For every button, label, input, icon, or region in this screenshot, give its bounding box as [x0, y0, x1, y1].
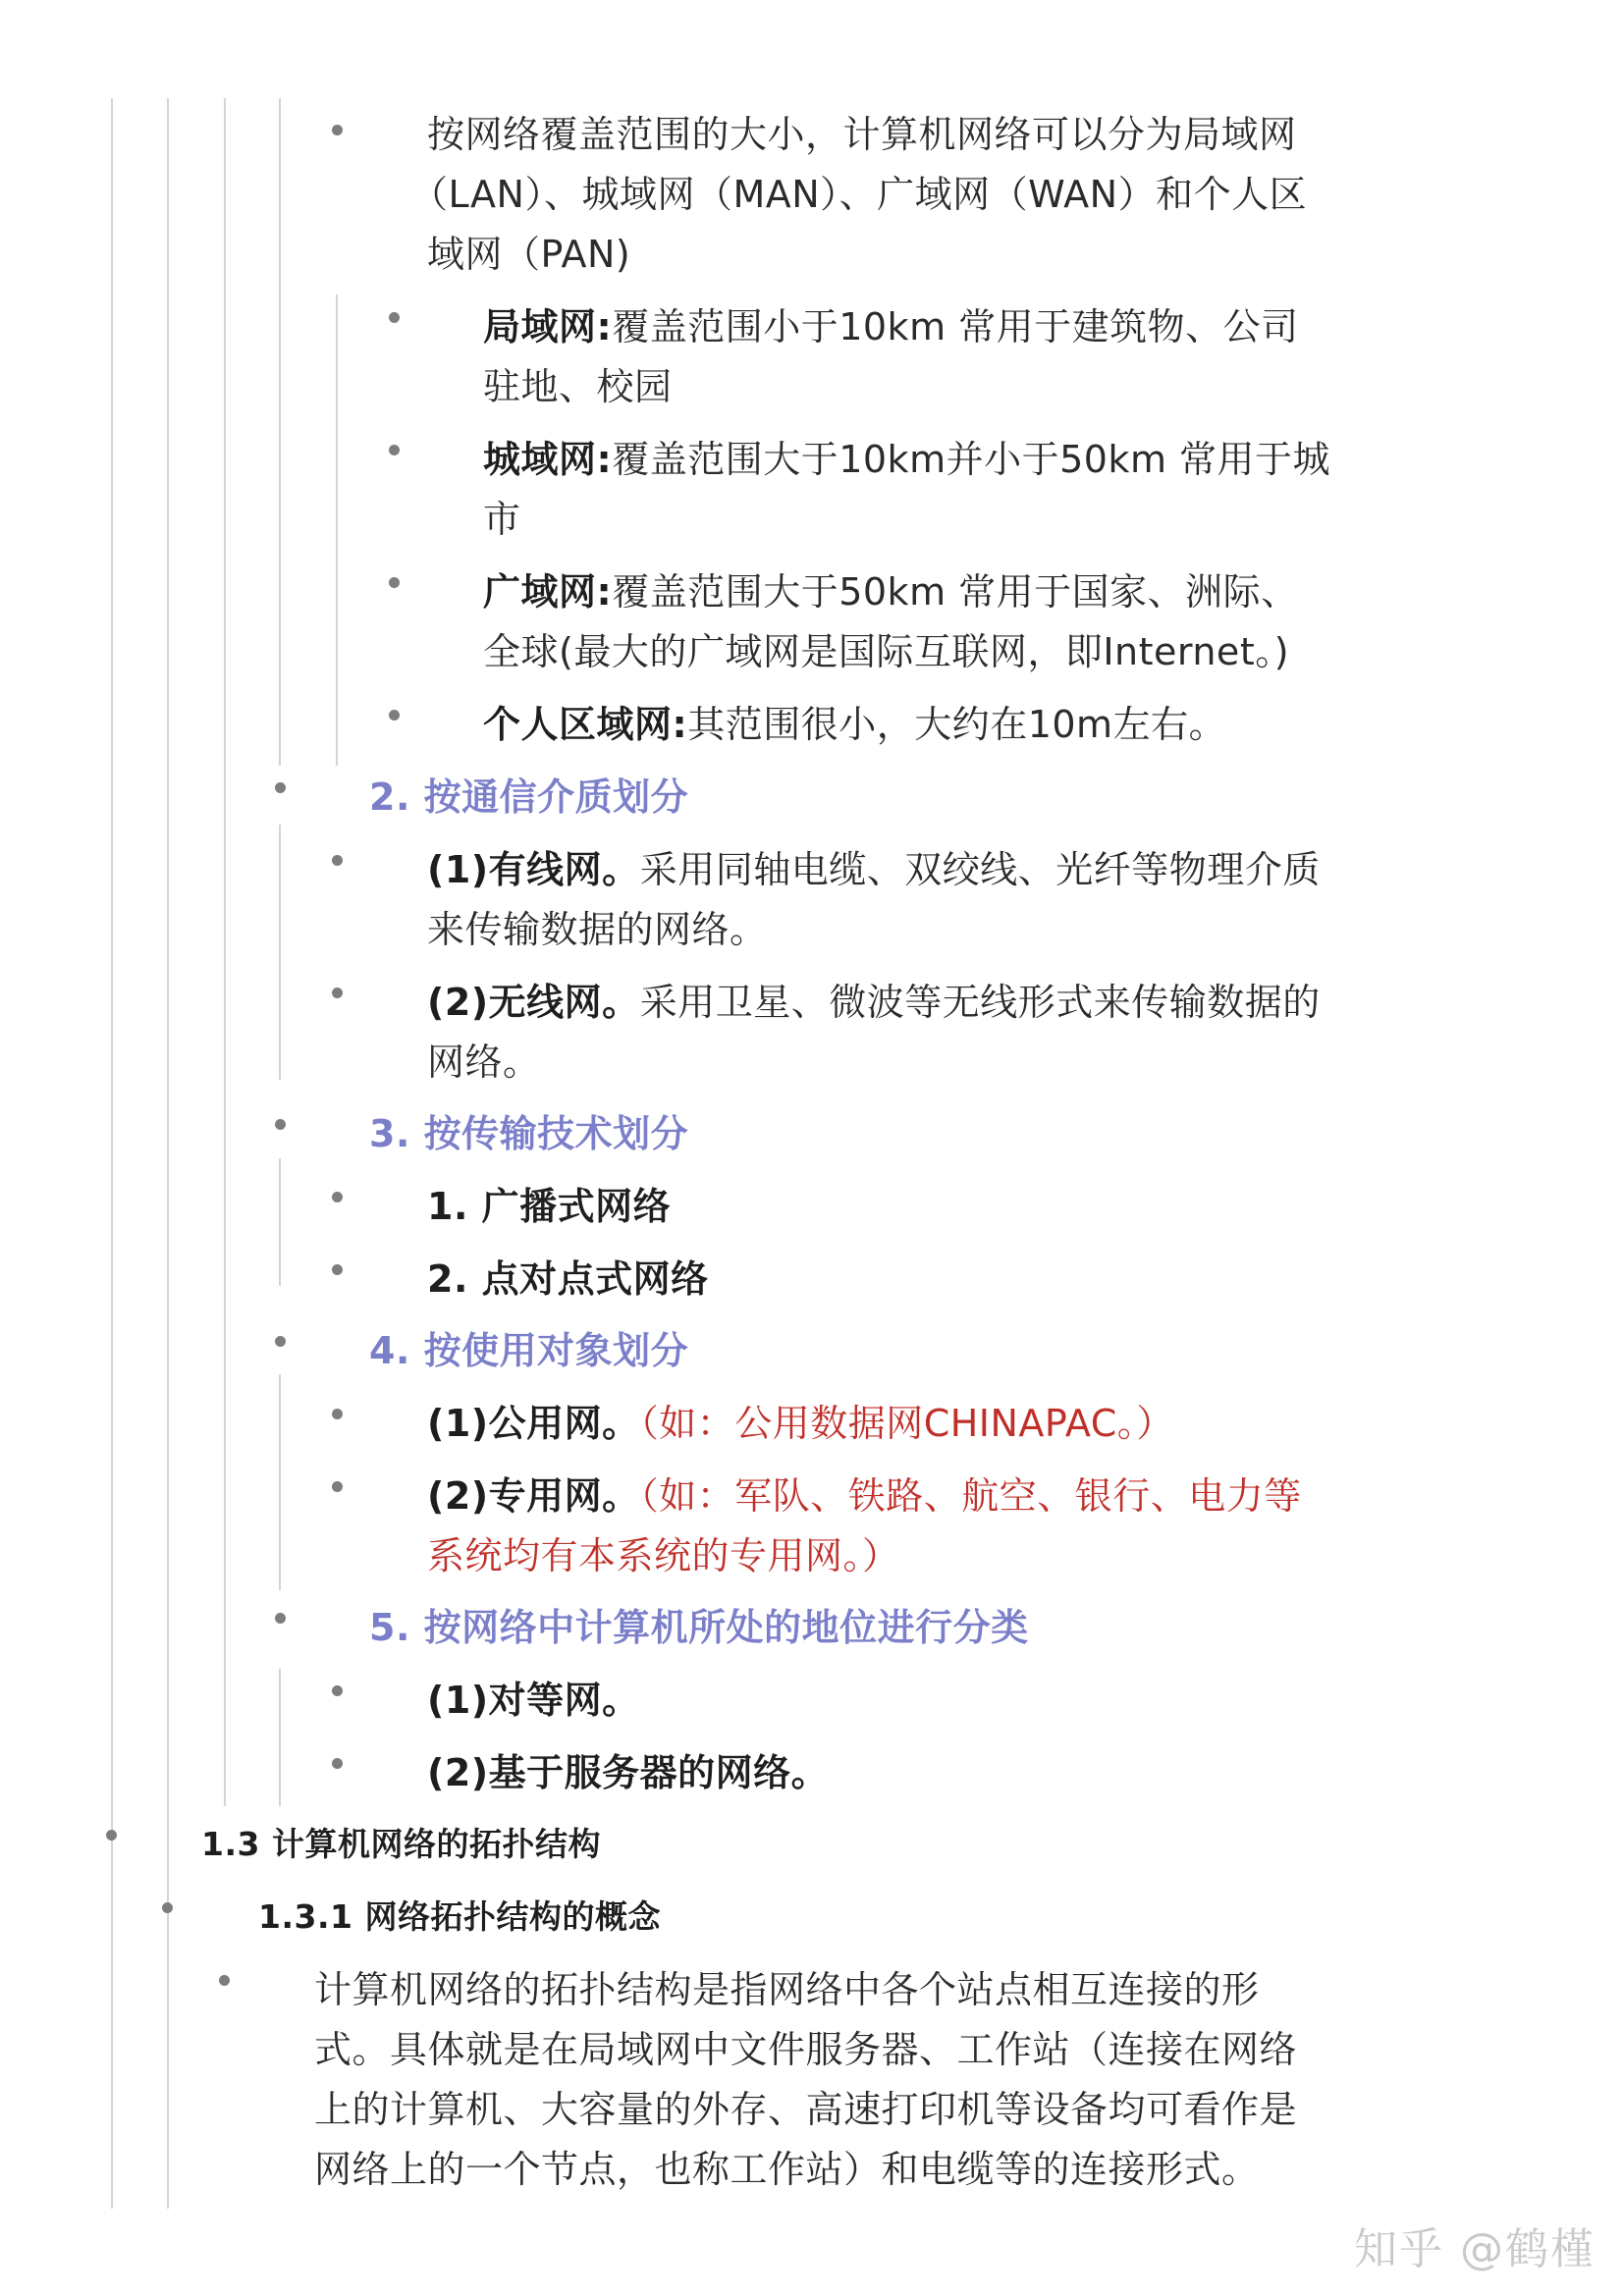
term-pan: 个人区域网: [483, 703, 688, 746]
heading-by-transmission: 3. 按传输技术划分 [369, 1112, 689, 1155]
wan-desc: 覆盖范围大于50km 常用于国家、洲际、 [612, 570, 1299, 614]
list-item-text: 按网络覆盖范围的大小，计算机网络可以分为局域网 [427, 113, 1297, 156]
bullet-dot [332, 1685, 343, 1696]
list-item-text [427, 840, 1321, 899]
list-item-text: 驻地、校园 [483, 365, 673, 408]
list-item-text [483, 430, 1330, 489]
bullet-dot [219, 1975, 230, 1986]
heading-by-user: 4. 按使用对象划分 [369, 1329, 689, 1372]
list-item-text [483, 297, 1299, 356]
bullet-dot [332, 1758, 343, 1769]
heading-by-role: 5. 按网络中计算机所处的地位进行分类 [369, 1606, 1029, 1649]
man-desc: 覆盖范围大于10km并小于50km 常用于城 [612, 438, 1331, 481]
bullet-dot [275, 1336, 286, 1347]
bullet-dot [332, 1481, 343, 1492]
list-item-text [483, 562, 1299, 621]
lan-desc: 覆盖范围小于10km 常用于建筑物、公司 [612, 305, 1299, 348]
heading-by-medium: 2. 按通信介质划分 [369, 775, 689, 819]
outline-guide-8 [279, 1374, 281, 1590]
bullet-dot [275, 1613, 286, 1624]
list-item-text: 来传输数据的网络。 [427, 908, 768, 951]
list-item-text: 1. 广播式网络 [427, 1185, 672, 1228]
watermark: 知乎 @鹤槿 [1354, 2224, 1596, 2274]
list-item-text: 市 [483, 498, 521, 541]
list-item-text: (2)基于服务器的网络。 [427, 1751, 830, 1794]
paragraph-line: 式。具体就是在局域网中文件服务器、工作站（连接在网络 [314, 2028, 1298, 2071]
public-note: （如：公用数据网CHINAPAC。） [639, 1402, 1174, 1445]
bullet-dot [275, 1119, 286, 1130]
subsection-heading: 1.3.1 网络拓扑结构的概念 [258, 1897, 661, 1936]
bullet-dot [332, 1264, 343, 1275]
list-item-text: 域网（PAN) [427, 233, 631, 276]
list-item-text [483, 695, 1226, 754]
section-heading: 1.3 计算机网络的拓扑结构 [201, 1825, 601, 1863]
bullet-dot [389, 445, 400, 455]
paragraph-line: 计算机网络的拓扑结构是指网络中各个站点相互连接的形 [314, 1968, 1260, 2011]
outline-guide-5 [336, 294, 338, 766]
list-item-text: 全球(最大的广域网是国际互联网，即Internet。) [483, 630, 1290, 673]
bullet-dot [275, 782, 286, 793]
list-item-text: 网络。 [427, 1041, 541, 1084]
term-wired: (1)有线网。 [427, 848, 640, 891]
wireless-desc: 采用卫星、微波等无线形式来传输数据的 [639, 981, 1321, 1024]
list-item-text: (1)对等网。 [427, 1679, 640, 1722]
bullet-dot [389, 577, 400, 588]
bullet-dot [162, 1902, 173, 1913]
private-note: （如：军队、铁路、航空、银行、电力等 [639, 1474, 1302, 1518]
term-private: (2)专用网。 [427, 1474, 640, 1518]
term-public: (1)公用网。 [427, 1402, 640, 1445]
bullet-dot [389, 312, 400, 323]
bullet-dot [332, 988, 343, 998]
list-item-text [427, 1467, 1302, 1525]
bullet-dot [332, 125, 343, 135]
term-wireless: (2)无线网。 [427, 981, 640, 1024]
wired-desc: 采用同轴电缆、双绞线、光纤等物理介质 [639, 848, 1321, 891]
term-man: 城域网: [483, 438, 613, 481]
bullet-dot [332, 855, 343, 866]
list-item-text [427, 973, 1321, 1032]
outline-guide-9 [279, 1669, 281, 1806]
paragraph-line: 网络上的一个节点，也称工作站）和电缆等的连接形式。 [314, 2148, 1260, 2191]
bullet-dot [106, 1830, 117, 1841]
paragraph-line: 上的计算机、大容量的外存、高速打印机等设备均可看作是 [314, 2088, 1298, 2131]
term-wan: 广域网: [483, 570, 613, 614]
bullet-dot [389, 710, 400, 721]
bullet-dot [332, 1409, 343, 1419]
outline-guide-2 [167, 98, 169, 2209]
outline-guide-6 [279, 825, 281, 1080]
outline-guide-1 [111, 98, 113, 2209]
list-item-text: 系统均有本系统的专用网。） [427, 1534, 900, 1577]
outline-guide-3 [224, 98, 226, 1806]
term-lan: 局域网: [483, 305, 613, 348]
bullet-dot [332, 1192, 343, 1202]
outline-guide-7 [279, 1158, 281, 1286]
list-item-text: （LAN）、城域网（MAN）、广域网（WAN）和个人区 [410, 173, 1308, 216]
pan-desc: 其范围很小，大约在10m左右。 [687, 703, 1227, 746]
list-item-text: 2. 点对点式网络 [427, 1257, 709, 1301]
outline-guide-4 [279, 98, 281, 766]
list-item-text [427, 1394, 1174, 1453]
